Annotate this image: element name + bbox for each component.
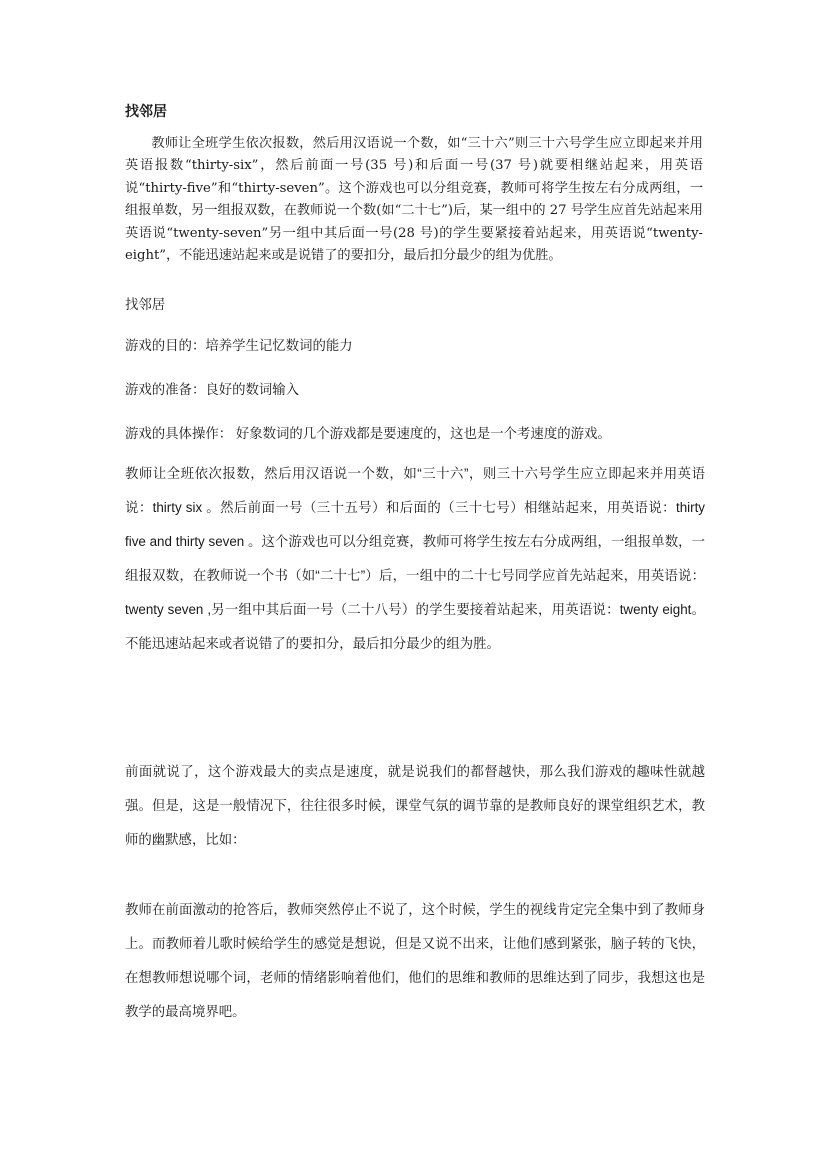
paragraph-rules: 教师让全班依次报数，然后用汉语说一个数，如“三十六”，则三十六号学生应立即起来并用英语说：thirty six 。然后前面一号（三十五号）和后面的（三十七号）相继站起来，用英语说：thirty five and thirty seven 。这个游戏也可以分组竞赛，教师可将学生按左右分成两组，一组报单数，一组报双数，在教师说一个书（如“二十七”）后，一组中的二十七号同学应首先站起来，用英语说：twenty seven ,另一组中其后面一号（二十八号）的学生要接着站起来，用英语说：twenty eight。不能迅速站起来或者说错了的要扣分，最后扣分最少的组为胜。 (125, 466, 705, 651)
paragraph-speed: 前面就说了，这个游戏最大的卖点是速度，就是说我们的都督越快，那么我们游戏的趣味性就越强。但是，这是一般情况下，往往很多时候，课堂气氛的调节靠的是教师良好的课堂组织艺术，教师的幽默感，比如： (125, 764, 705, 847)
paragraph-example: 教师在前面激动的抢答后，教师突然停止不说了，这个时候，学生的视线肯定完全集中到了教师身上。而教师着儿歌时候给学生的感觉是想说，但是又说不出来，让他们感到紧张，脑子转的飞快，在想教师想说哪个词，老师的情绪影响着他们，他们的思维和教师的思维达到了同步，我想这也是教学的最高境界吧。 (125, 902, 705, 1019)
game-purpose: 游戏的目的：培养学生记忆数词的能力 (125, 338, 353, 353)
game-operation: 游戏的具体操作： 好象数词的几个游戏都是要速度的，这也是一个考速度的游戏。 (125, 426, 611, 441)
section1-body: 教师让全班学生依次报数，然后用汉语说一个数，如“三十六”则三十六号学生应立即起来并用英语报数“thirty-six”，然后前面一号(35 号)和后面一号(37 号)就要相继站起来，用英语说“thirty-five”和“thirty-seven”。这个游戏也可以分组竞赛，教师可将学生按左右分成两组，一组报单数，另一组报双数，在教师说一个数(如“二十七”)后，某一组中的 27 号学生应首先站起来用英语说“twenty-seven”另一组中其后面一号(28 号)的学生要紧接着站起来，用英语说“twenty-eight”，不能迅速站起来或是说错了的要扣分，最后扣分最少的组为优胜。 (125, 136, 703, 264)
game-preparation: 游戏的准备：良好的数词输入 (125, 382, 300, 397)
section2-title: 找邻居 (125, 297, 166, 312)
section1-title: 找邻居 (125, 104, 167, 120)
